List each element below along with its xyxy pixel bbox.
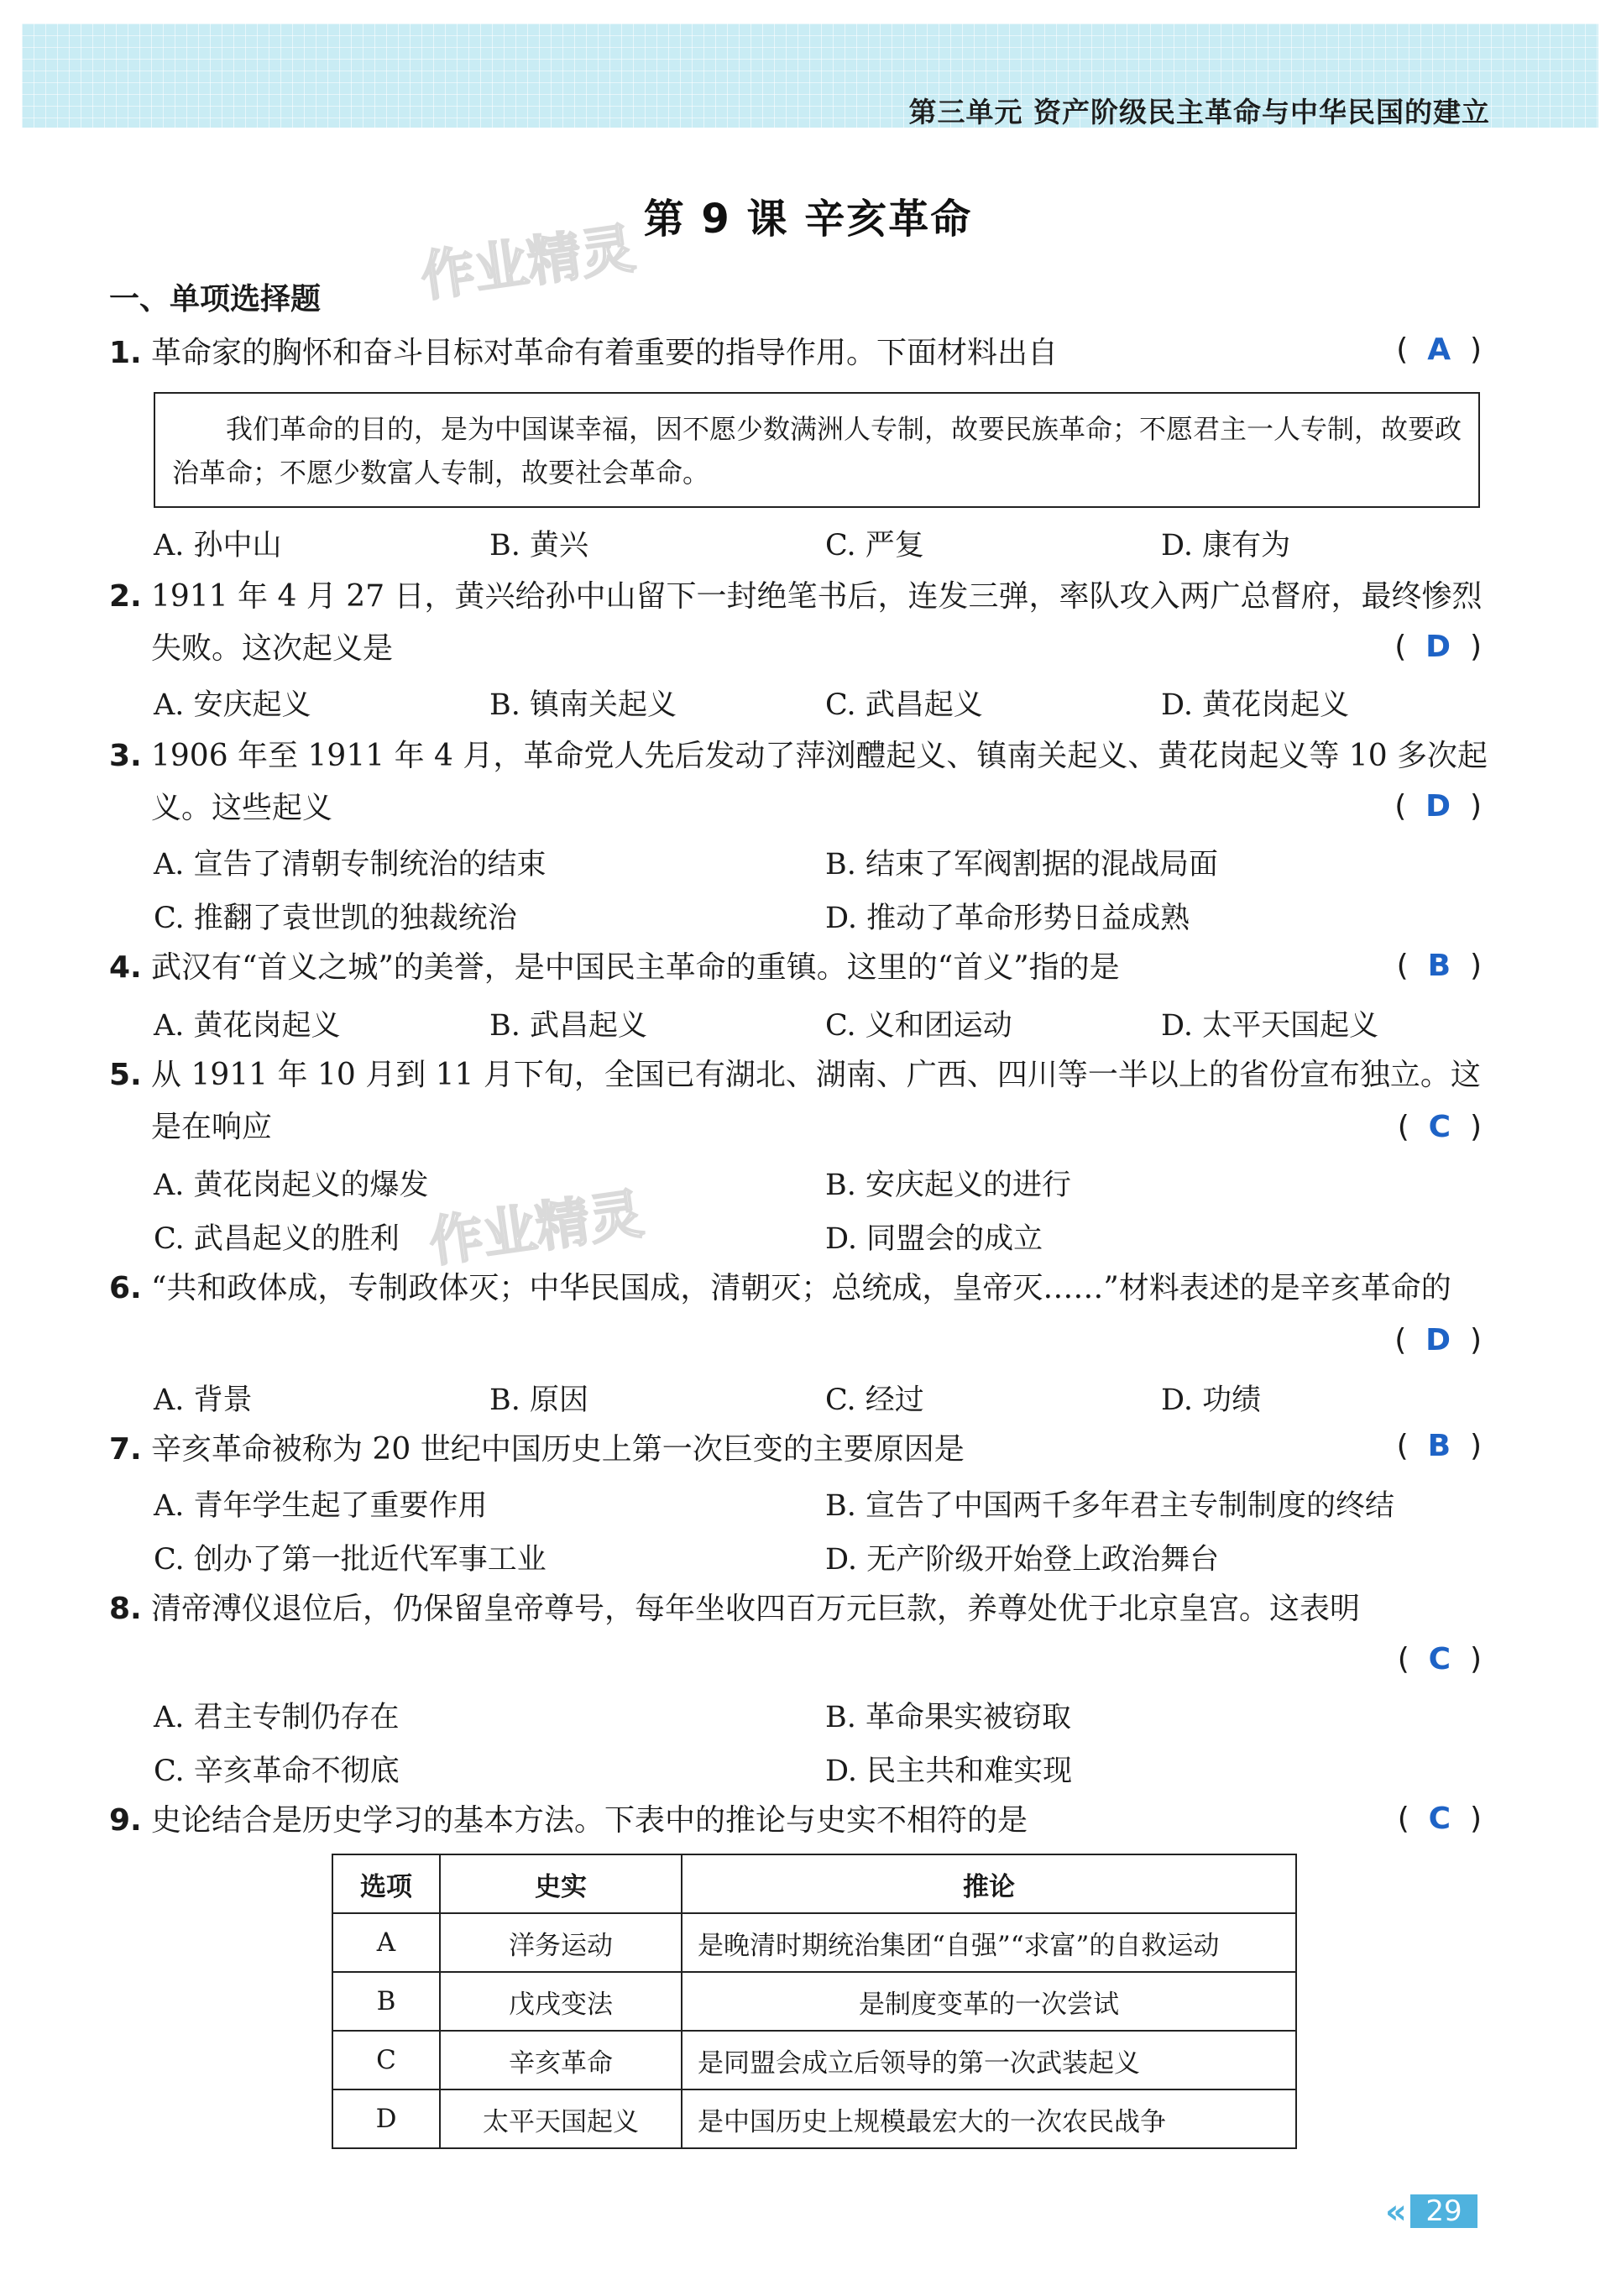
option-b: B. 武昌起义 bbox=[489, 1009, 647, 1043]
question-text: “共和政体成，专制政体灭；中华民国成，清朝灭；总统成，皇帝灭……”材料表述的是辛亥革命的 bbox=[151, 1271, 1451, 1305]
question-7 bbox=[109, 1424, 1507, 1476]
cell-inference: 是制度变革的一次尝试 bbox=[682, 1972, 1296, 2031]
question-number: 6. bbox=[109, 1271, 142, 1305]
question-text: 清帝溥仪退位后，仍保留皇帝尊号，每年坐收四百万元巨款，养尊处优于北京皇宫。这表明 bbox=[151, 1592, 1361, 1626]
question-number: 7. bbox=[109, 1432, 142, 1467]
answer-4: ( B ) bbox=[1396, 949, 1482, 983]
option-c: C. 创办了第一批近代军事工业 bbox=[154, 1543, 547, 1577]
question-1 bbox=[109, 327, 1507, 379]
answer-letter: B bbox=[1427, 1429, 1451, 1463]
answer-7: ( B ) bbox=[1396, 1429, 1482, 1463]
question-number: 2. bbox=[109, 579, 142, 614]
question-3 bbox=[109, 730, 1507, 834]
question-number: 9. bbox=[109, 1803, 142, 1838]
question-number: 8. bbox=[109, 1592, 142, 1626]
question-text: 1906 年至 1911 年 4 月，革命党人先后发动了萍浏醴起义、镇南关起义、黄花岗起义等 10 多次起义。这些起义 bbox=[151, 739, 1488, 825]
question-number: 5. bbox=[109, 1058, 142, 1092]
option-d: D. 同盟会的成立 bbox=[825, 1222, 1043, 1256]
cell-fact: 洋务运动 bbox=[440, 1913, 682, 1972]
option-b: B. 宣告了中国两千多年君主专制制度的终结 bbox=[825, 1489, 1394, 1523]
question-8 bbox=[109, 1583, 1507, 1635]
option-a: A. 宣告了清朝专制统治的结束 bbox=[154, 848, 547, 881]
option-c: C. 义和团运动 bbox=[825, 1009, 1012, 1043]
question-6 bbox=[109, 1263, 1507, 1315]
cell-option: D bbox=[332, 2089, 440, 2148]
option-d: D. 无产阶级开始登上政治舞台 bbox=[825, 1543, 1220, 1577]
page-arrow-icon: « bbox=[1385, 2193, 1407, 2231]
question-text: 1911 年 4 月 27 日，黄兴给孙中山留下一封绝笔书后，连发三弹，率队攻入两广总督府，最终惨烈失败。这次起义是 bbox=[151, 579, 1483, 666]
cell-option: A bbox=[332, 1913, 440, 1972]
option-d: D. 民主共和难实现 bbox=[825, 1755, 1073, 1788]
answer-letter: C bbox=[1428, 1802, 1451, 1836]
cell-inference: 是中国历史上规模最宏大的一次农民战争 bbox=[682, 2089, 1296, 2148]
header-inference: 推论 bbox=[682, 1854, 1296, 1913]
watermark-top: 作业精灵 bbox=[416, 217, 639, 310]
option-b: B. 结束了军阀割据的混战局面 bbox=[825, 848, 1218, 881]
option-b: B. 安庆起义的进行 bbox=[825, 1169, 1071, 1202]
option-c: C. 推翻了袁世凯的独裁统治 bbox=[154, 902, 517, 935]
cell-inference: 是晚清时期统治集团“自强”“求富”的自救运动 bbox=[682, 1913, 1296, 1972]
option-d: D. 康有为 bbox=[1161, 529, 1291, 562]
answer-letter: D bbox=[1425, 1323, 1451, 1357]
facts-table bbox=[332, 1854, 1297, 2149]
answer-letter: C bbox=[1428, 1110, 1451, 1144]
question-9 bbox=[109, 1795, 1507, 1847]
answer-3: ( D ) bbox=[1394, 789, 1482, 824]
option-d: D. 功绩 bbox=[1161, 1383, 1262, 1417]
table-row bbox=[332, 1972, 1296, 2031]
answer-letter: A bbox=[1427, 332, 1451, 367]
option-b: B. 镇南关起义 bbox=[489, 688, 677, 722]
answer-2: ( D ) bbox=[1394, 630, 1482, 664]
cell-fact: 辛亥革命 bbox=[440, 2031, 682, 2089]
answer-letter: D bbox=[1425, 789, 1451, 824]
question-text: 革命家的胸怀和奋斗目标对革命有着重要的指导作用。下面材料出自 bbox=[151, 336, 1059, 370]
watermark-middle: 作业精灵 bbox=[425, 1183, 647, 1275]
section-title: 一、单项选择题 bbox=[109, 282, 322, 316]
option-a: A. 青年学生起了重要作用 bbox=[154, 1489, 488, 1523]
cell-option: B bbox=[332, 1972, 440, 2031]
cell-option: C bbox=[332, 2031, 440, 2089]
cell-fact: 戊戌变法 bbox=[440, 1972, 682, 2031]
option-b: B. 原因 bbox=[489, 1383, 588, 1417]
answer-6: ( D ) bbox=[1394, 1323, 1482, 1357]
option-a: A. 黄花岗起义 bbox=[154, 1009, 341, 1043]
question-number: 1. bbox=[109, 336, 142, 370]
answer-9: ( C ) bbox=[1397, 1802, 1482, 1836]
option-d: D. 太平天国起义 bbox=[1161, 1009, 1379, 1043]
option-c: C. 武昌起义的胜利 bbox=[154, 1222, 400, 1256]
option-a: A. 孙中山 bbox=[154, 529, 282, 562]
header-fact: 史实 bbox=[440, 1854, 682, 1913]
option-c: C. 武昌起义 bbox=[825, 688, 983, 722]
option-a: A. 黄花岗起义的爆发 bbox=[154, 1169, 429, 1202]
option-a: A. 背景 bbox=[154, 1383, 253, 1417]
question-text: 从 1911 年 10 月到 11 月下旬，全国已有湖北、湖南、广西、四川等一半以上的省份宣布独立。这是在响应 bbox=[151, 1058, 1481, 1144]
page-number: 29 bbox=[1410, 2194, 1477, 2228]
question-text: 辛亥革命被称为 20 世纪中国历史上第一次巨变的主要原因是 bbox=[151, 1432, 965, 1467]
quote-box: 我们革命的目的，是为中国谋幸福，因不愿少数满洲人专制，故要民族革命；不愿君主一人专制，故要政治革命；不愿少数富人专制，故要社会革命。 bbox=[154, 392, 1480, 508]
question-number: 4. bbox=[109, 950, 142, 985]
option-d: D. 推动了革命形势日益成熟 bbox=[825, 902, 1190, 935]
question-text: 武汉有“首义之城”的美誉，是中国民主革命的重镇。这里的“首义”指的是 bbox=[151, 950, 1120, 985]
unit-title: 第三单元 资产阶级民主革命与中华民国的建立 bbox=[908, 96, 1490, 128]
answer-5: ( C ) bbox=[1397, 1110, 1482, 1144]
option-c: C. 辛亥革命不彻底 bbox=[154, 1755, 400, 1788]
question-number: 3. bbox=[109, 739, 142, 773]
cell-fact: 太平天国起义 bbox=[440, 2089, 682, 2148]
cell-inference: 是同盟会成立后领导的第一次武装起义 bbox=[682, 2031, 1296, 2089]
answer-1: ( A ) bbox=[1396, 332, 1482, 367]
option-c: C. 经过 bbox=[825, 1383, 924, 1417]
question-text: 史论结合是历史学习的基本方法。下表中的推论与史实不相符的是 bbox=[151, 1803, 1028, 1838]
answer-letter: C bbox=[1428, 1642, 1451, 1676]
option-b: B. 革命果实被窃取 bbox=[825, 1701, 1071, 1734]
question-2 bbox=[109, 571, 1507, 675]
option-a: A. 安庆起义 bbox=[154, 688, 311, 722]
option-c: C. 严复 bbox=[825, 529, 924, 562]
option-a: A. 君主专制仍存在 bbox=[154, 1701, 400, 1734]
answer-letter: B bbox=[1427, 949, 1451, 983]
header-option: 选项 bbox=[332, 1854, 440, 1913]
option-b: B. 黄兴 bbox=[489, 529, 588, 562]
table-row bbox=[332, 1913, 1296, 1972]
table-row bbox=[332, 2089, 1296, 2148]
table-header-row bbox=[332, 1854, 1296, 1913]
answer-letter: D bbox=[1425, 630, 1451, 664]
table-row bbox=[332, 2031, 1296, 2089]
answer-8: ( C ) bbox=[1397, 1642, 1482, 1676]
option-d: D. 黄花岗起义 bbox=[1161, 688, 1350, 722]
question-5 bbox=[109, 1049, 1507, 1153]
lesson-title: 第 9 课 辛亥革命 bbox=[643, 196, 973, 243]
question-4 bbox=[109, 942, 1507, 994]
